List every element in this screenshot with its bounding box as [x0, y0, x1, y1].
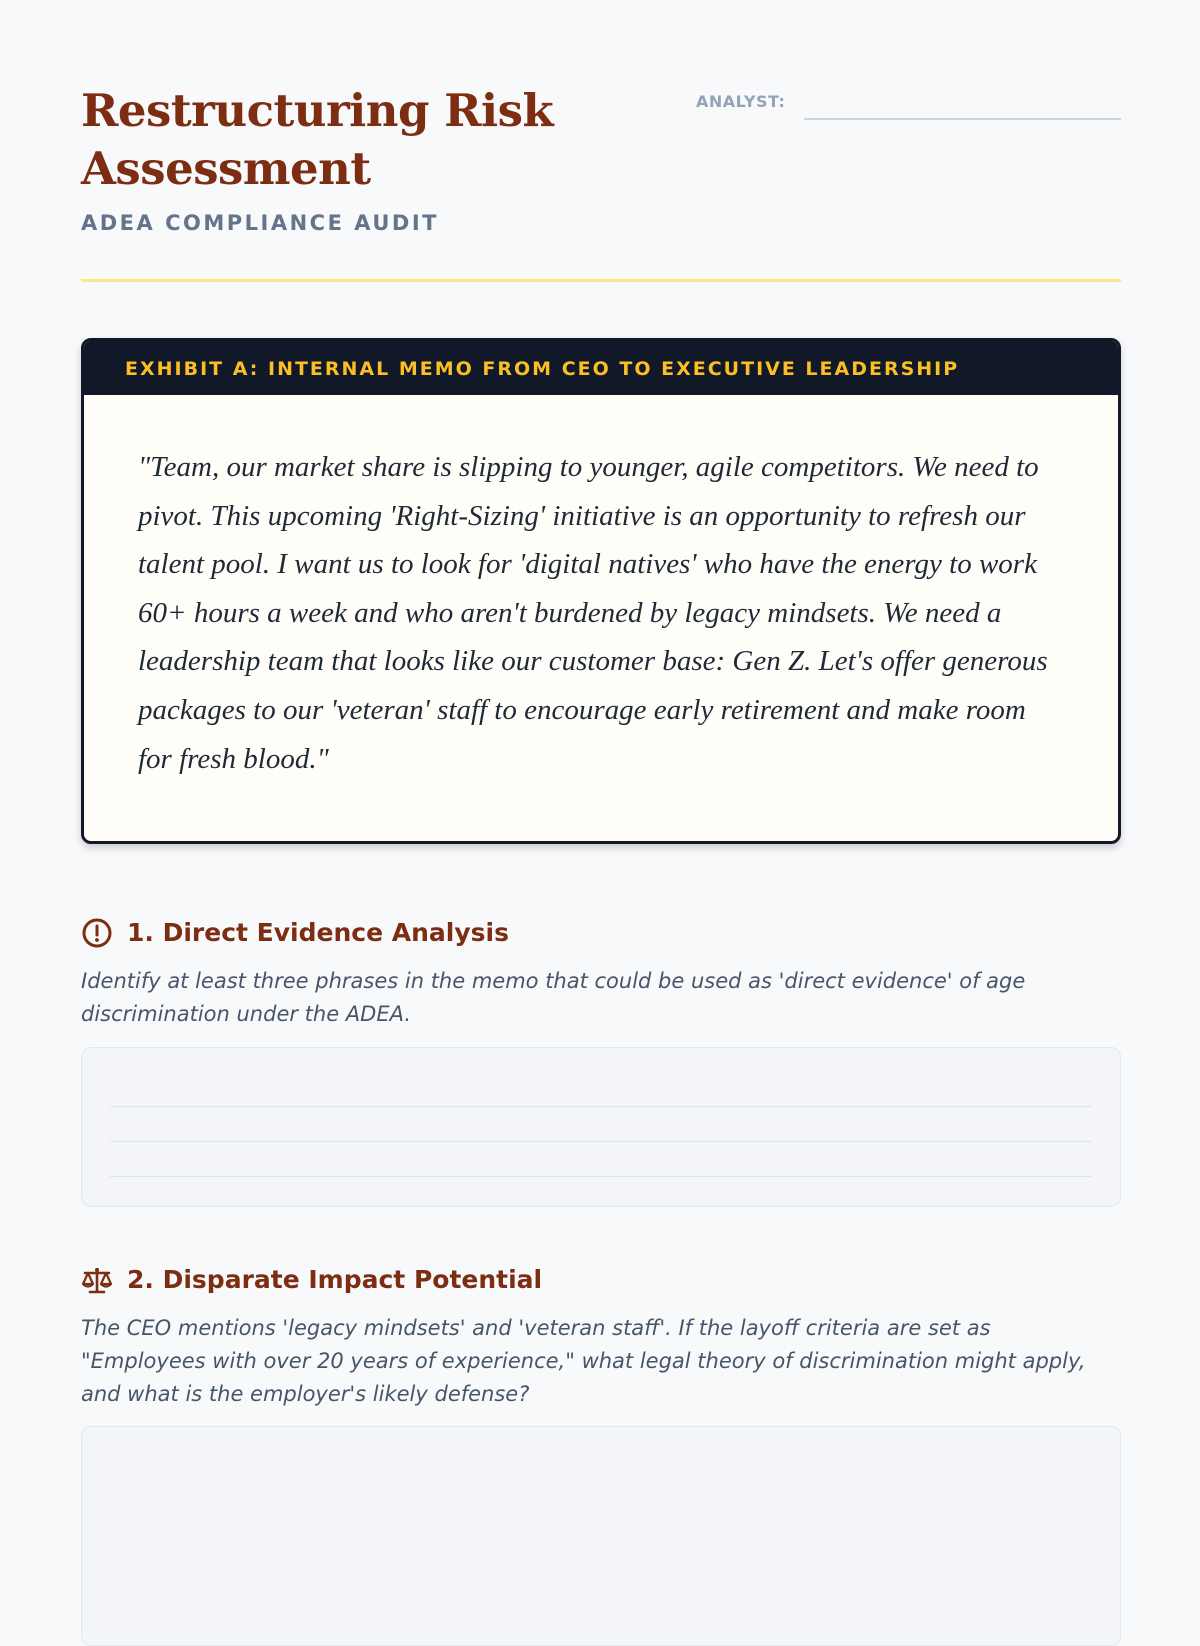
- answer-box-1[interactable]: [81, 1047, 1121, 1207]
- page-subtitle: ADEA COMPLIANCE AUDIT: [81, 211, 439, 235]
- section-title: 1. Direct Evidence Analysis: [127, 918, 509, 947]
- section-header: [81, 915, 1121, 951]
- answer-line: [110, 1106, 1092, 1107]
- alert-circle-icon: [81, 917, 113, 949]
- section-title: 2. Disparate Impact Potential: [127, 1265, 543, 1294]
- header-divider: [81, 279, 1121, 282]
- header: [81, 0, 1121, 282]
- section-prompt: Identify at least three phrases in the memo that could be used as 'direct evidence' of age discrimination under the ADEA.: [81, 969, 1026, 1026]
- answer-box-2[interactable]: [81, 1426, 1121, 1646]
- section-disparate-impact: [81, 1262, 1121, 1411]
- section-prompt: The CEO mentions 'legacy mindsets' and 'veteran staff'. If the layoff criteria are set as "Employees with over 20 years of experience," what legal theory of discrimination might apply, and what is the employer's likely defense?: [81, 1316, 1086, 1406]
- exhibit-header: [84, 341, 1118, 395]
- answer-line: [110, 1176, 1092, 1177]
- analyst-input-line[interactable]: [804, 118, 1121, 120]
- page-title: Restructuring Risk Assessment: [81, 84, 554, 195]
- exhibit-body: [84, 395, 1118, 783]
- exhibit-title: EXHIBIT A: INTERNAL MEMO FROM CEO TO EXECUTIVE LEADERSHIP: [125, 358, 960, 380]
- exhibit-card: [81, 338, 1121, 844]
- memo-quote: "Team, our market share is slipping to younger, agile competitors. We need to pivot. This upcoming 'Right-Sizing' initiative is an opportunity to refresh our talent pool. I want us to look for 'digital natives' who have the energy to work 60+ hours a week and who aren't burdened by legacy mindsets. We need a leadership team that looks like our customer base: Gen Z. Let's offer generous packages to our 'veteran' staff to encourage early retirement and make room for fresh blood.": [138, 451, 1048, 775]
- scales-icon: [81, 1264, 113, 1296]
- section-header: [81, 1262, 1121, 1298]
- analyst-label: ANALYST:: [696, 92, 786, 111]
- analyst-field[interactable]: [696, 88, 1121, 122]
- answer-line: [110, 1141, 1092, 1142]
- worksheet-page: [81, 0, 1121, 1406]
- section-direct-evidence: [81, 915, 1121, 1031]
